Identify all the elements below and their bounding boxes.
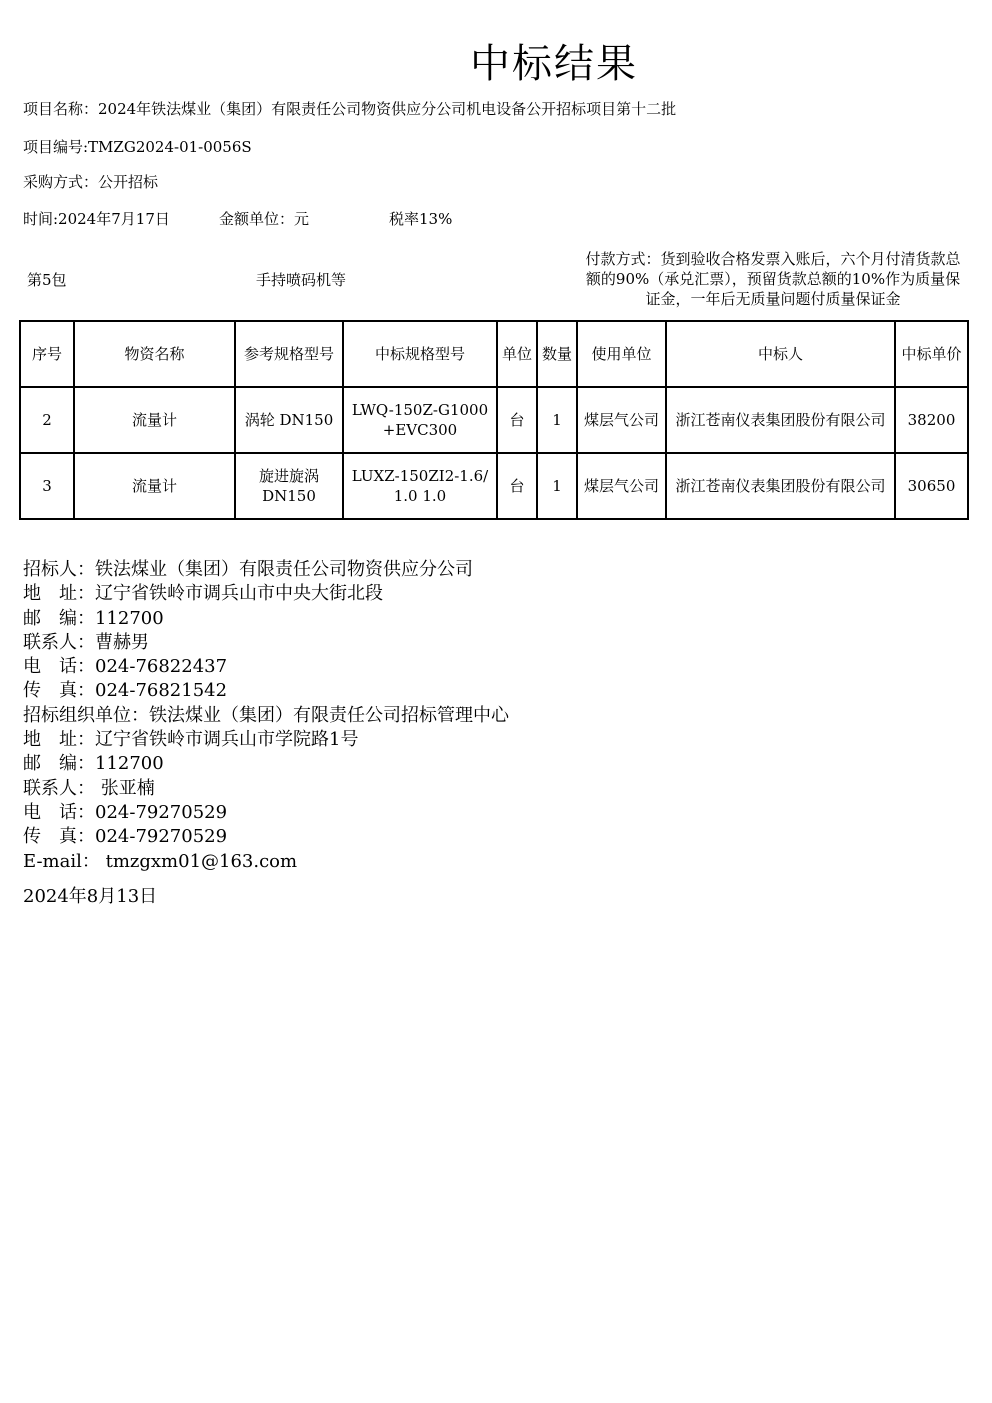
tenderer-phone: 电 话：024-76822437 [23, 656, 228, 678]
table-cell: 38200 [895, 387, 968, 453]
header-cell: 使用单位 [577, 321, 666, 387]
table-cell: 台 [497, 453, 537, 519]
project-number: 项目编号:TMZG2024-01-0056S [23, 138, 252, 156]
header-cell: 中标人 [666, 321, 895, 387]
amount-unit: 金额单位：元 [219, 210, 310, 228]
tenderer-address: 地 址：辽宁省铁岭市调兵山市中央大街北段 [23, 583, 383, 605]
table-cell: 煤层气公司 [577, 387, 666, 453]
payment-terms: 付款方式：货到验收合格发票入账后，六个月付清货款总额的90%（承兑汇票），预留货款总额的10%作为质量保证金，一年后无质量问题付质量保证金 [585, 250, 961, 308]
table-cell: 流量计 [74, 387, 235, 453]
tenderer-contact-person: 联系人：曹赫男 [23, 631, 149, 653]
time: 时间:2024年7月17日 [23, 210, 170, 228]
table-cell: 流量计 [74, 453, 235, 519]
table-row [20, 453, 968, 519]
header-cell: 序号 [20, 321, 74, 387]
agency-address: 地 址：辽宁省铁岭市调兵山市学院路1号 [23, 729, 359, 751]
table-cell: 煤层气公司 [577, 453, 666, 519]
tenderer-fax: 传 真：024-76821542 [23, 680, 228, 702]
header-cell: 数量 [537, 321, 577, 387]
table-cell: 30650 [895, 453, 968, 519]
table-cell: 浙江苍南仪表集团股份有限公司 [666, 453, 895, 519]
publish-date: 2024年8月13日 [23, 886, 158, 907]
table-cell: 1 [537, 453, 577, 519]
table-cell: 旋进旋涡DN150 [235, 453, 343, 519]
procurement-method: 采购方式：公开招标 [23, 173, 159, 191]
package-item: 手持喷码机等 [256, 271, 347, 289]
agency-contact-person: 联系人： 张亚楠 [23, 777, 155, 799]
header-cell: 中标规格型号 [343, 321, 497, 387]
project-name: 项目名称：2024年铁法煤业（集团）有限责任公司物资供应分公司机电设备公开招标项目第十二批 [23, 100, 677, 118]
header-cell: 物资名称 [74, 321, 235, 387]
agency-phone: 电 话：024-79270529 [23, 801, 228, 823]
header-cell: 单位 [497, 321, 537, 387]
header-cell: 参考规格型号 [235, 321, 343, 387]
package-number: 第5包 [27, 271, 67, 289]
table-cell: LUXZ-150ZI2-1.6/1.0 1.0 [343, 453, 497, 519]
tax-rate: 税率13% [389, 210, 453, 228]
table-cell: 3 [20, 453, 74, 519]
table-cell: LWQ-150Z-G1000+EVC300 [343, 387, 497, 453]
table-cell: 2 [20, 387, 74, 453]
table-cell: 台 [497, 387, 537, 453]
tenderer-postcode: 邮 编：112700 [23, 607, 164, 629]
table-cell: 1 [537, 387, 577, 453]
table-cell: 浙江苍南仪表集团股份有限公司 [666, 387, 895, 453]
agency: 招标组织单位：铁法煤业（集团）有限责任公司招标管理中心 [23, 704, 509, 726]
tenderer: 招标人：铁法煤业（集团）有限责任公司物资供应分公司 [23, 559, 473, 580]
table-cell: 涡轮 DN150 [235, 387, 343, 453]
award-table [19, 320, 969, 520]
agency-fax: 传 真：024-79270529 [23, 826, 228, 848]
header-cell: 中标单价 [895, 321, 968, 387]
table-row [20, 387, 968, 453]
agency-email: E-mail： tmzgxm01@163.com [23, 850, 298, 872]
agency-postcode: 邮 编：112700 [23, 753, 164, 775]
table-header-row [20, 321, 968, 387]
page-title: 中标结果 [470, 41, 638, 87]
contact-block [23, 558, 509, 874]
